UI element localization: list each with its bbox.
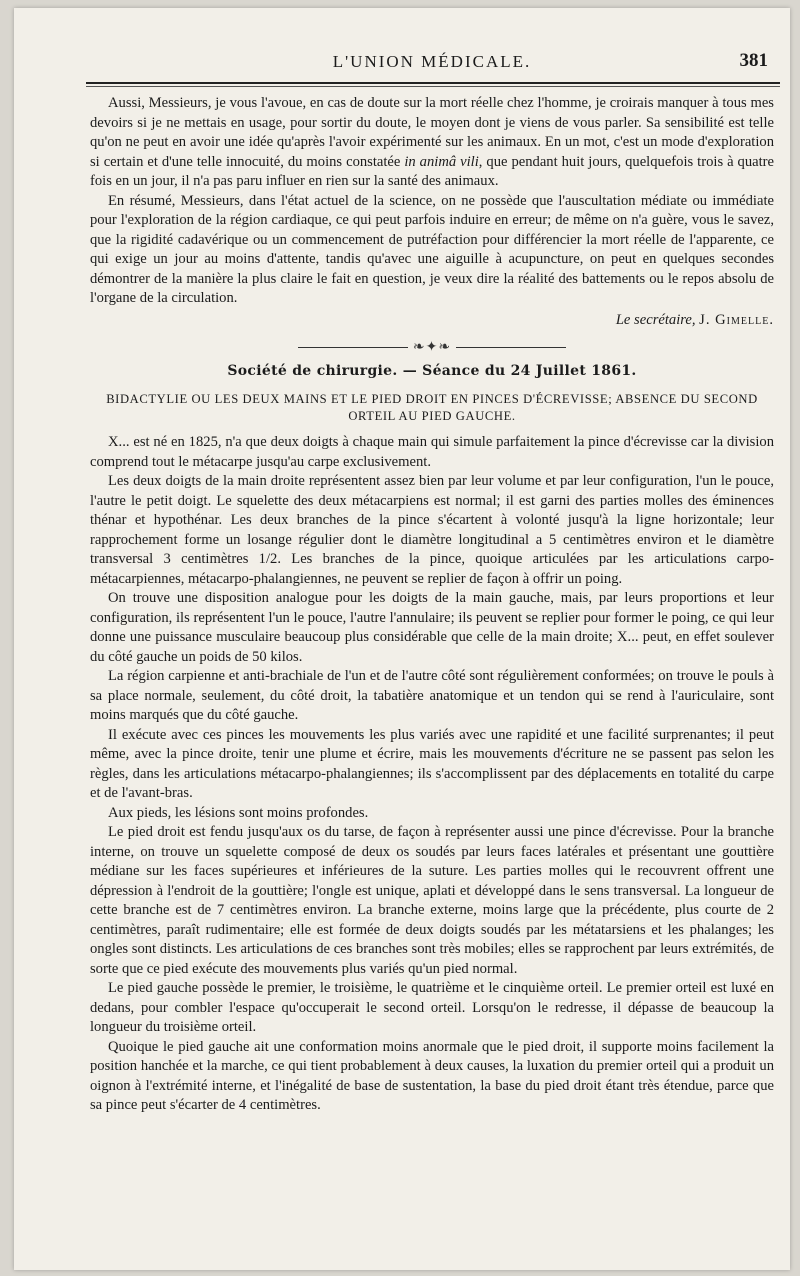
- paragraph: X... est né en 1825, n'a que deux doigts à chaque main qui simule parfaitement la pince d'écrevisse car la division comprend tout le métacarpe jusqu'au carpe exclusivement.: [90, 434, 774, 470]
- section-divider-ornament: ❧✦❧: [90, 338, 774, 358]
- signature-name: J. Gimelle.: [699, 311, 774, 328]
- paragraph: Les deux doigts de la main droite représentent assez bien par leur volume et par leur configuration, l'un le pouce, l'autre le petit doigt. Le squelette des deux métacarpiens est normal; il est garni des parties molles des éminences thénar et hypothénar. Les deux branches de la pince s'écartent à volonté jusqu'à la ligne horizontale; leur rapprochement forme un losange régulier dont le diamètre longitudinal a 5 centimètres environ et le diamètre transversal 3 centimètres 1/2. Les branches de la pince, quoique articulées par les articulations carpo-métacarpiennes, métacarpo-phalangiennes, ne peuvent se replier de façon à offrir un poing.: [90, 473, 774, 587]
- document-page: [14, 8, 790, 1270]
- paragraph: On trouve une disposition analogue pour les doigts de la main gauche, mais, par leurs proportions et leur configuration, ils représentent l'un le pouce, l'autre l'annulaire; ils peuvent se replier pour former le poing, ce qui leur donne une puissance musculaire beaucoup plus considérable que celle de la main droite; X... peut, en effet soulever du côté gauche un poids de 50 kilos.: [90, 590, 774, 665]
- section-title: Société de chirurgie. — Séance du 24 Juillet 1861.: [227, 362, 637, 379]
- latin-phrase: in animâ vili: [404, 153, 479, 170]
- paragraph: En résumé, Messieurs, dans l'état actuel de la science, on ne possède que l'auscultation médiate ou immédiate pour l'exploration de la région cardiaque, ce qui peut parfois induire en erreur; de même on n'a guère, vous le savez, que la rigidité cadavérique ou un commencement de putréfaction pour différencier la mort réelle de l'apparente, ce qui exige un jour au moins d'attente, tandis qu'avec une aiguille à acupuncture, on peut en quelques secondes démontrer de la manière la plus claire le fait en question, je veux dire la réalité des battements ou le repos absolu de l'organe de la circulation.: [90, 192, 774, 306]
- header-rule: [86, 82, 780, 84]
- page-number: 381: [739, 50, 768, 71]
- paragraph: La région carpienne et anti-brachiale de l'un et de l'autre côté sont régulièrement conformées; on trouve le pouls à sa place normale, seulement, du côté droit, la tabatière anatomique et un tendon qui se rend à l'auriculaire, sont moins marqués que du côté gauche.: [90, 668, 774, 723]
- signature: [90, 311, 774, 331]
- case-subject-heading: BIDACTYLIE OU LES DEUX MAINS ET LE PIED DROIT EN PINCES D'ÉCREVISSE; ABSENCE DU SECOND ORTEIL AU PIED GAUCHE.: [106, 392, 758, 423]
- running-header: [86, 48, 778, 78]
- paragraph: Quoique le pied gauche ait une conformation moins anormale que le pied droit, il supporte moins facilement la position hanchée et la marche, ce qui tient probablement à deux causes, la luxation du premier orteil qui a produit un oignon à l'extrémité interne, et l'inégalité de base de sustentation, la base du pied droit étant très étendue, parce que sa pince peut s'écarter de 4 centimètres.: [90, 1038, 774, 1113]
- paragraph: Le pied droit est fendu jusqu'aux os du tarse, de façon à représenter aussi une pince d'écrevisse. Pour la branche interne, on trouve un squelette composé de deux os soudés par leurs faces latérales et présentant une gouttière médiane sur les faces supérieures et inférieures de la suture. Les parties molles qui le recouvrent offrent une dépression à l'endroit de la gouttière; l'ongle est unique, aplati et développé dans le sens transversal. La longueur de cette branche est de 7 centimètres environ. La branche externe, moins large que la précédente, plus courte de 2 centimètres, paraît rudimentaire; elle est formée de deux doigts soudés par les métatarsiens et les phalanges; les ongles sont distincts. Les articulations de ces branches sont très mobiles; elles se rapprochent par leurs extrémités, de sorte que ce pied exécute des mouvements plus variés qu'un pied normal.: [90, 824, 774, 977]
- paragraph: Le pied gauche possède le premier, le troisième, le quatrième et le cinquième orteil. Le premier orteil est luxé en dedans, pour combler l'espace qu'occuperait le second orteil. Lorsqu'on le redresse, il dépasse de beaucoup la longueur du troisième orteil.: [90, 980, 774, 1035]
- article-body: [90, 94, 774, 1116]
- signature-role: Le secrétaire,: [615, 311, 696, 328]
- paragraph: Aussi, Messieurs, je vous l'avoue, en cas de doute sur la mort réelle chez l'homme, je croirais manquer à tous mes devoirs si je ne mettais en usage, pour sortir du doute, le moyen dont je viens de vous parler. Sa sensibilité est telle qu'on ne peut en avoir une idée qu'après l'avoir expérimenté sur les animaux. En un mot, c'est un mode d'exploration si certain et d'une telle innocuité, du moins constatée in animâ vili, que pendant huit jours, quelquefois trois à quatre fois en un jour, il n'a pas paru influer en rien sur la santé des animaux.: [90, 95, 775, 189]
- paragraph: Aux pieds, les lésions sont moins profondes.: [108, 804, 369, 821]
- header-rule-thin: [86, 86, 780, 87]
- paragraph: Il exécute avec ces pinces les mouvements les plus variés avec une rapidité et une facilité surprenantes; il peut même, avec la pince droite, tenir une plume et écrire, mais les mouvements d'écriture ne se passent pas selon les règles, dans les articulations métacarpo-phalangiennes; ils s'accomplissent par des déplacements en totalité du carpe et de l'avant-bras.: [90, 726, 774, 801]
- journal-title: L'UNION MÉDICALE.: [332, 52, 532, 71]
